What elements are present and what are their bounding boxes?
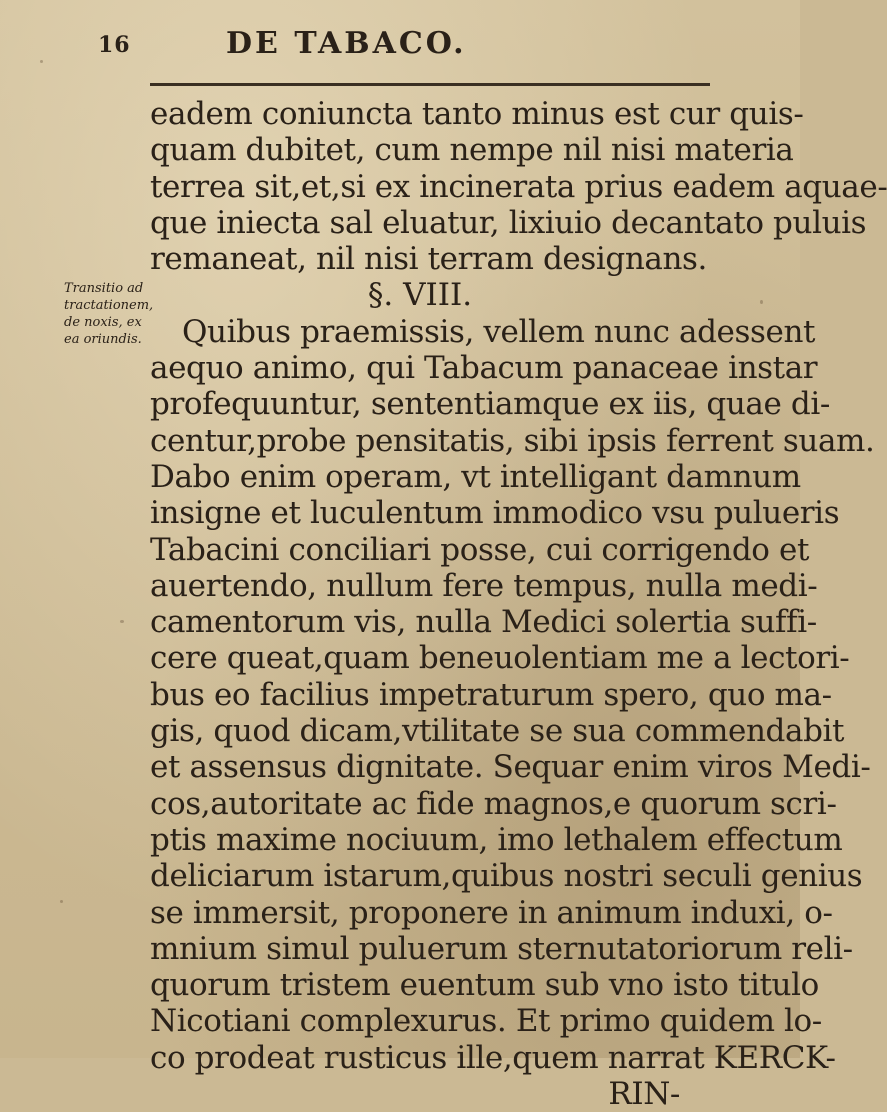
margin-note-line: ea oriundis.: [64, 332, 142, 347]
text-line: ptis maxime nociuum, imo lethalem effectum: [150, 821, 843, 858]
text-line: Quibus praemissis, vellem nunc adessent: [182, 313, 816, 350]
margin-note-line: de noxis, ex: [64, 315, 142, 330]
body-text: [150, 96, 887, 1112]
text-line: deliciarum istarum,quibus nostri seculi genius: [150, 858, 863, 895]
running-head: [98, 26, 698, 70]
text-line: Tabacini conciliari posse, cui corrigendo et: [150, 531, 810, 568]
text-line: terrea sit,et,si ex incinerata prius eadem aquae-: [150, 168, 887, 205]
text-line: que iniecta sal eluatur, lixiuio decantato puluis: [150, 204, 867, 241]
text-line: se immersit, proponere in animum induxi, o-: [150, 894, 833, 931]
text-line: aequo animo, qui Tabacum panaceae instar: [150, 350, 818, 387]
text-line: gis, quod dicam,vtilitate se sua commendabit: [150, 713, 845, 750]
margin-note: [64, 280, 154, 348]
text-line: mnium simul puluerum sternutatoriorum reli-: [150, 930, 853, 967]
text-line: auertendo, nullum fere tempus, nulla medi-: [150, 567, 818, 604]
section-heading: §. VIII.: [367, 277, 473, 314]
text-line: co prodeat rusticus ille,quem narrat KERCK-: [150, 1039, 836, 1076]
text-line: Nicotiani complexurus. Et primo quidem lo-: [150, 1003, 822, 1040]
text-line: et assensus dignitate. Sequar enim viros Medi-: [150, 749, 871, 786]
paper-speckle: [120, 620, 124, 623]
margin-note-line: tractationem,: [64, 298, 154, 313]
text-line: camentorum vis, nulla Medici solertia suffi-: [150, 604, 817, 641]
text-line: remaneat, nil nisi terram designans.: [150, 241, 708, 278]
text-line: profequuntur, sententiamque ex iis, quae di-: [150, 386, 830, 423]
text-line: cos,autoritate ac fide magnos,e quorum scri-: [150, 785, 837, 822]
catchword: RIN-: [608, 1076, 680, 1112]
page-number: 16: [98, 32, 131, 58]
margin-note-line: Transitio ad: [64, 281, 144, 296]
paper-speckle: [760, 300, 763, 304]
text-line: Dabo enim operam, vt intelligant damnum: [150, 458, 801, 495]
text-line: quorum tristem euentum sub vno isto titulo: [150, 967, 819, 1004]
text-line: centur,probe pensitatis, sibi ipsis ferrent suam.: [150, 422, 875, 459]
header-rule: [150, 83, 710, 86]
paper-speckle: [60, 900, 63, 903]
text-line: quam dubitet, cum nempe nil nisi materia: [150, 132, 794, 169]
text-line: eadem coniuncta tanto minus est cur quis-: [150, 96, 804, 132]
page-title: DE TABACO.: [226, 26, 467, 61]
text-line: insigne et luculentum immodico vsu pulueris: [150, 495, 840, 532]
text-line: cere queat,quam beneuolentiam me a lectori-: [150, 640, 850, 677]
text-line: bus eo facilius impetraturum spero, quo ma-: [150, 676, 832, 713]
paper-speckle: [40, 60, 43, 63]
